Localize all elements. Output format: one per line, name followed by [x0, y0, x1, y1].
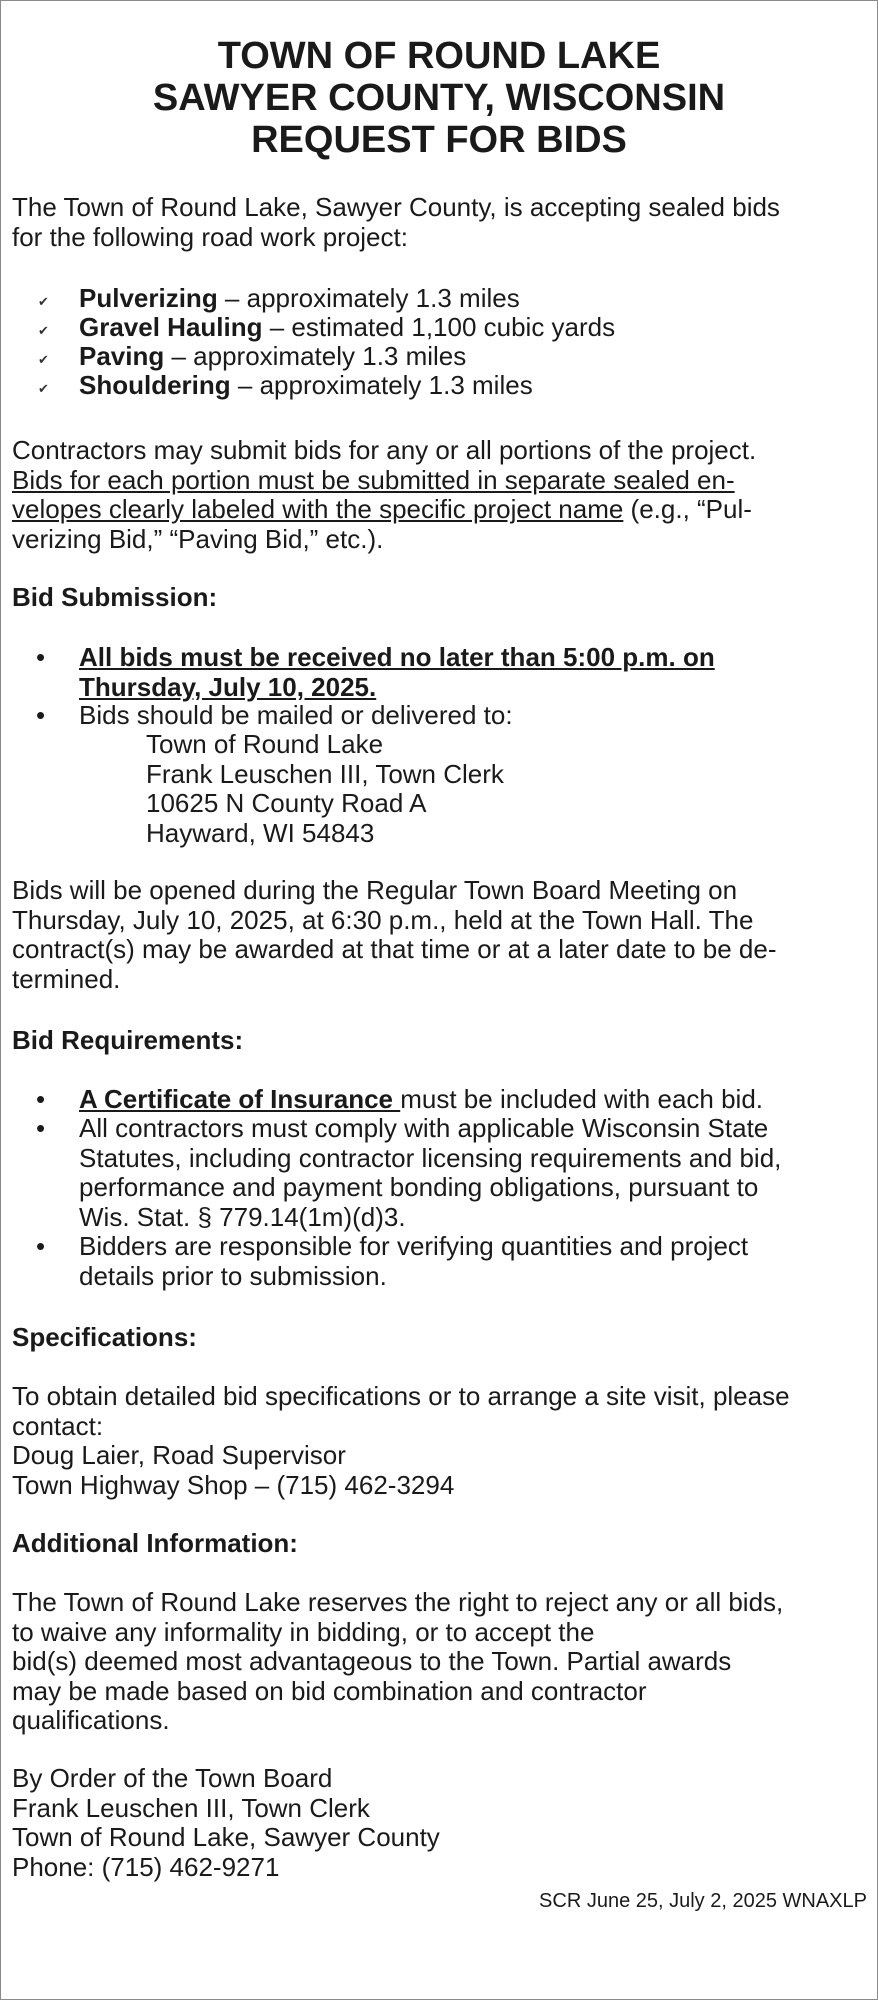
opening-paragraph	[12, 876, 868, 994]
signature-line: By Order of the Town Board	[12, 1763, 333, 1793]
work-item-detail: – approximately 1.3 miles	[230, 370, 533, 400]
comply-line: All contractors must comply with applicable Wisconsin State	[79, 1113, 769, 1143]
address-line: Frank Leuschen III, Town Clerk	[146, 758, 504, 789]
work-item-detail: – approximately 1.3 miles	[164, 341, 467, 371]
checkmark-icon: ✔	[38, 381, 49, 396]
mail-instruction: Bids should be mailed or delivered to:	[79, 700, 513, 730]
spec-line: Doug Laier, Road Supervisor	[12, 1440, 346, 1470]
additional-line: The Town of Round Lake reserves the right to reject any or all bids,	[12, 1587, 784, 1617]
spec-line: To obtain detailed bid specifications or to arrange a site visit, please	[12, 1381, 790, 1411]
comply-item	[79, 1114, 869, 1232]
verify-item	[79, 1232, 869, 1291]
portions-line-2: Bids for each portion must be submitted in separate sealed en-	[12, 464, 735, 495]
deadline-item	[79, 643, 869, 702]
deadline-line-1: All bids must be received no later than 5:00 p.m. on	[79, 642, 715, 672]
work-item-detail: – estimated 1,100 cubic yards	[262, 312, 616, 342]
title-line-2: SAWYER COUNTY, WISCONSIN	[152, 77, 726, 119]
bullet-icon: •	[36, 1113, 46, 1143]
additional-line: bid(s) deemed most advantageous to the Town. Partial awards	[12, 1646, 732, 1676]
verify-line: details prior to submission.	[79, 1260, 387, 1291]
title-line-3: REQUEST FOR BIDS	[251, 119, 627, 161]
insurance-text: must be included with each bid.	[400, 1084, 764, 1114]
signature-line: Phone: (715) 462-9271	[12, 1851, 280, 1882]
work-item-shouldering	[79, 371, 869, 401]
additional-line: to waive any informality in bidding, or to accept the	[12, 1616, 595, 1647]
checkmark-icon: ✔	[38, 323, 49, 338]
portions-line-1: Contractors may submit bids for any or all portions of the project.	[12, 435, 757, 465]
work-item-name: Shouldering	[79, 370, 231, 400]
work-item-paving	[79, 342, 869, 372]
insurance-label: A Certificate of Insurance	[79, 1084, 401, 1114]
intro-paragraph	[12, 193, 868, 252]
checkmark-icon: ✔	[38, 294, 49, 309]
work-item-name: Pulverizing	[79, 283, 218, 313]
publication-footer: SCR June 25, July 2, 2025 WNAXLP	[539, 1890, 867, 1912]
bid-requirements-heading: Bid Requirements:	[12, 1025, 244, 1055]
comply-line: Statutes, including contractor licensing requirements and bid,	[79, 1142, 782, 1173]
additional-line: may be made based on bid combination and contractor	[12, 1675, 647, 1706]
checkmark-icon: ✔	[38, 352, 49, 367]
portions-line-3-underlined: velopes clearly labeled with the specific project name	[12, 494, 624, 524]
portions-line-3	[12, 495, 868, 525]
verify-line: Bidders are responsible for verifying quantities and project	[79, 1231, 749, 1261]
additional-line: qualifications.	[12, 1705, 170, 1735]
portions-line-4: verizing Bid,” “Paving Bid,” etc.).	[12, 523, 384, 554]
bullet-icon: •	[36, 1231, 46, 1261]
work-item-detail: – approximately 1.3 miles	[217, 283, 520, 313]
signature-line: Town of Round Lake, Sawyer County	[12, 1822, 440, 1852]
intro-line-2: for the following road work project:	[12, 221, 408, 252]
comply-line: Wis. Stat. § 779.14(1m)(d)3.	[79, 1201, 406, 1232]
signature-block	[12, 1764, 868, 1882]
address-line: Hayward, WI 54843	[146, 817, 375, 848]
specifications-paragraph	[12, 1382, 868, 1500]
portions-paragraph	[12, 436, 868, 554]
mailing-address	[146, 730, 504, 848]
address-line: Town of Round Lake	[146, 729, 384, 759]
specifications-heading: Specifications:	[12, 1322, 197, 1352]
bullet-icon: •	[36, 1084, 46, 1114]
comply-line: performance and payment bonding obligations, pursuant to	[79, 1172, 759, 1202]
opening-line: contract(s) may be awarded at that time or at a later date to be de-	[12, 934, 777, 964]
work-item-name: Paving	[79, 341, 165, 371]
opening-line: Thursday, July 10, 2025, at 6:30 p.m., held at the Town Hall. The	[12, 904, 754, 935]
title-line-1: TOWN OF ROUND LAKE	[217, 35, 661, 77]
notice-title	[1, 35, 877, 161]
address-line: 10625 N County Road A	[146, 788, 427, 818]
bid-submission-heading: Bid Submission:	[12, 582, 218, 612]
spec-line: Town Highway Shop – (715) 462-3294	[12, 1469, 455, 1500]
work-item-pulverizing	[79, 284, 869, 314]
deadline-line-2: Thursday, July 10, 2025.	[79, 671, 377, 702]
additional-info-paragraph	[12, 1588, 868, 1736]
opening-line: termined.	[12, 963, 121, 994]
bullet-icon: •	[36, 700, 46, 730]
additional-info-heading: Additional Information:	[12, 1528, 298, 1558]
opening-line: Bids will be opened during the Regular Town Board Meeting on	[12, 875, 738, 905]
spec-line: contact:	[12, 1410, 104, 1441]
bullet-icon: •	[36, 642, 46, 672]
work-item-gravel-hauling	[79, 313, 869, 343]
intro-line-1: The Town of Round Lake, Sawyer County, is accepting sealed bids	[12, 192, 780, 222]
signature-line: Frank Leuschen III, Town Clerk	[12, 1792, 370, 1823]
insurance-item	[79, 1085, 869, 1115]
work-item-name: Gravel Hauling	[79, 312, 263, 342]
portions-line-3-rest: (e.g., “Pul-	[623, 494, 752, 524]
